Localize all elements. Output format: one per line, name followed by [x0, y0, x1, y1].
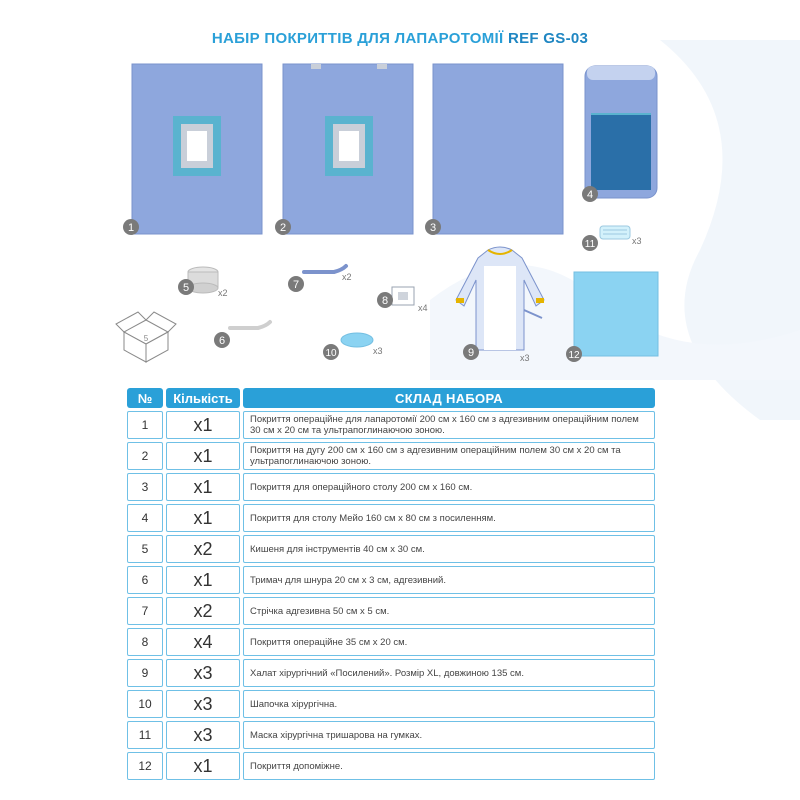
table-row	[127, 597, 655, 625]
table-header-row	[127, 388, 655, 408]
table-row	[127, 721, 655, 749]
number-badge	[425, 219, 441, 235]
number-badge	[214, 332, 230, 348]
row-quantity: x1	[166, 442, 240, 470]
row-description: Шапочка хірургічна.	[243, 690, 655, 718]
row-number: 5	[127, 535, 163, 563]
mayo-cover-illustration	[585, 66, 657, 198]
row-quantity: x1	[166, 752, 240, 780]
svg-text:1: 1	[127, 222, 135, 234]
page-title	[0, 30, 800, 47]
row-number: 1	[127, 411, 163, 439]
svg-text:8: 8	[381, 295, 389, 307]
gown-illustration	[456, 247, 544, 350]
row-description: Кишеня для інструментів 40 см х 30 см.	[243, 535, 655, 563]
table-row	[127, 690, 655, 718]
cord-holder-illustration	[230, 322, 270, 328]
title-ref: REF GS-03	[507, 30, 589, 47]
multiplier-label: x4	[418, 303, 428, 313]
svg-text:10: 10	[325, 348, 337, 359]
row-quantity: x4	[166, 628, 240, 656]
number-badge	[275, 219, 291, 235]
row-quantity: x1	[166, 504, 240, 532]
svg-text:4: 4	[586, 189, 594, 201]
table-row	[127, 659, 655, 687]
table-row	[127, 442, 655, 470]
row-quantity: x3	[166, 659, 240, 687]
multiplier-label: x3	[520, 353, 530, 363]
table-row	[127, 504, 655, 532]
number-badge	[123, 219, 139, 235]
row-quantity: x3	[166, 721, 240, 749]
kit-illustrations	[0, 0, 800, 380]
number-badge	[566, 346, 582, 362]
row-quantity: x1	[166, 566, 240, 594]
number-badge	[582, 186, 598, 202]
row-description: Покриття для столу Мейо 160 см х 80 см з посиленням.	[243, 504, 655, 532]
table-row	[127, 566, 655, 594]
adhesive-tape-illustration	[304, 266, 346, 272]
row-description: Покриття операційне 35 см х 20 см.	[243, 628, 655, 656]
table-row	[127, 535, 655, 563]
svg-text:9: 9	[467, 347, 475, 359]
title-main: НАБІР ПОКРИТТІВ ДЛЯ ЛАПАРОТОМІЇ	[211, 30, 504, 47]
table-row	[127, 473, 655, 501]
row-description: Покриття для операційного столу 200 см х 160 см.	[243, 473, 655, 501]
svg-text:3: 3	[429, 222, 437, 234]
number-badge	[288, 276, 304, 292]
row-number: 12	[127, 752, 163, 780]
mask-illustration	[600, 226, 630, 239]
svg-text:5: 5	[182, 282, 190, 294]
svg-text:7: 7	[292, 279, 300, 291]
svg-text:12: 12	[568, 350, 580, 361]
row-quantity: x2	[166, 535, 240, 563]
row-description: Тримач для шнура 20 см х 3 см, адгезивний.	[243, 566, 655, 594]
cap-illustration	[341, 333, 373, 347]
row-number: 11	[127, 721, 163, 749]
box-count: 5	[143, 334, 149, 343]
table-row	[127, 411, 655, 439]
multiplier-label: x2	[342, 272, 352, 282]
drape-laparotomy-illustration	[132, 64, 262, 234]
composition-table	[124, 385, 658, 783]
multiplier-label: x3	[373, 346, 383, 356]
row-quantity: x1	[166, 473, 240, 501]
multiplier-label: x3	[632, 236, 642, 246]
number-badge	[178, 279, 194, 295]
row-quantity: x3	[166, 690, 240, 718]
auxiliary-drape-illustration	[574, 272, 658, 356]
row-quantity: x1	[166, 411, 240, 439]
svg-text:11: 11	[584, 239, 596, 250]
row-number: 7	[127, 597, 163, 625]
drape-arc-illustration	[283, 64, 413, 234]
row-number: 6	[127, 566, 163, 594]
row-description: Покриття на дугу 200 см х 160 см з адгезивним операційним полем 30 см х 20 см та ультрапоглинаючою зоною.	[243, 442, 655, 470]
row-number: 8	[127, 628, 163, 656]
row-description: Стрічка адгезивна 50 см х 5 см.	[243, 597, 655, 625]
row-description: Покриття допоміжне.	[243, 752, 655, 780]
number-badge	[582, 235, 598, 251]
svg-text:2: 2	[279, 222, 287, 234]
small-drape-illustration	[392, 287, 414, 305]
row-quantity: x2	[166, 597, 240, 625]
header-number: №	[127, 388, 163, 408]
row-number: 2	[127, 442, 163, 470]
table-row	[127, 628, 655, 656]
row-description: Халат хірургічний «Посилений». Розмір XL, довжиною 135 см.	[243, 659, 655, 687]
table-row	[127, 752, 655, 780]
row-number: 4	[127, 504, 163, 532]
number-badge	[377, 292, 393, 308]
header-description: СКЛАД НАБОРА	[243, 388, 655, 408]
row-description: Маска хірургічна тришарова на гумках.	[243, 721, 655, 749]
row-description: Покриття операційне для лапаротомії 200 см х 160 см з адгезивним операційним полем 30 см х 20 см та ультрапоглинаючою зоною.	[243, 411, 655, 439]
svg-text:6: 6	[218, 335, 226, 347]
multiplier-label: x2	[218, 288, 228, 298]
row-number: 9	[127, 659, 163, 687]
row-number: 3	[127, 473, 163, 501]
number-badge	[323, 344, 339, 360]
header-quantity: Кількість	[166, 388, 240, 408]
row-number: 10	[127, 690, 163, 718]
number-badge	[463, 344, 479, 360]
drape-table-illustration	[433, 64, 563, 234]
